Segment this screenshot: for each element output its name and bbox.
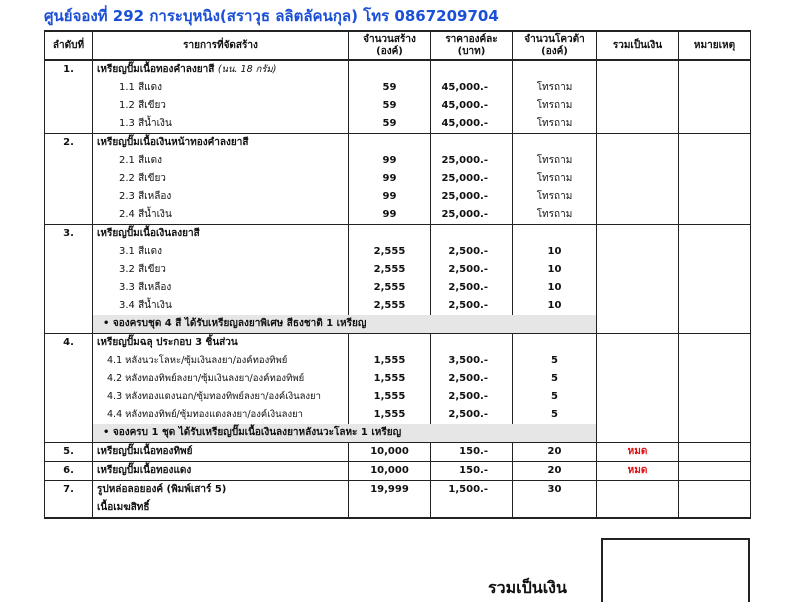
row-2-3-price: 25,000.- [431, 188, 513, 206]
table-row [45, 206, 751, 225]
table-row [45, 279, 751, 297]
col-header-qty [349, 31, 431, 60]
row-3-3-price: 2,500.- [431, 279, 513, 297]
item-7-second-row [45, 499, 751, 518]
item-6-title: เหรียญปั๊มเนื้อทองแดง [93, 462, 349, 481]
col-header-no: ลำดับที่ [45, 31, 93, 60]
row-3-1-qty: 2,555 [349, 243, 431, 261]
item-7-qty: 19,999 [349, 481, 431, 500]
row-1-2-quota: โทรถาม [513, 97, 597, 115]
row-3-2-quota: 10 [513, 261, 597, 279]
table-header-row [45, 31, 751, 60]
group-3-title: เหรียญปั๊มเนื้อเงินลงยาสี [93, 225, 349, 244]
row-2-4-label: 2.4 สีน้ำเงิน [93, 206, 349, 225]
row-4-1-price: 3,500.- [431, 352, 513, 370]
table-row [45, 115, 751, 134]
row-1-1-quota: โทรถาม [513, 79, 597, 97]
col-header-qty-line1: จำนวนสร้าง [363, 33, 416, 45]
grand-total-label: รวมเป็นเงิน [488, 578, 567, 597]
row-1-2-label: 1.2 สีเขียว [93, 97, 349, 115]
row-1-2-qty: 59 [349, 97, 431, 115]
col-header-quota [513, 31, 597, 60]
table-row [45, 188, 751, 206]
table-row [45, 243, 751, 261]
row-3-1-price: 2,500.- [431, 243, 513, 261]
item-7-row [45, 481, 751, 500]
table-row [45, 352, 751, 370]
group-4-note-row [45, 424, 751, 443]
row-4-2-price: 2,500.- [431, 370, 513, 388]
row-2-3-qty: 99 [349, 188, 431, 206]
group-2-number: 2. [45, 134, 93, 153]
row-1-3-qty: 59 [349, 115, 431, 134]
row-4-1-label: 4.1 หลังนวะโลหะ/ซุ้มเงินลงยา/องค์ทองทิพย์ [93, 352, 349, 370]
item-6-row [45, 462, 751, 481]
row-3-2-price: 2,500.- [431, 261, 513, 279]
row-3-4-qty: 2,555 [349, 297, 431, 315]
row-4-1-qty: 1,555 [349, 352, 431, 370]
group-1-title-row [45, 60, 751, 79]
col-header-total: รวมเป็นเงิน [597, 31, 679, 60]
row-3-3-qty: 2,555 [349, 279, 431, 297]
group-3-note: • จองครบชุด 4 สี ได้รับเหรียญลงยาพิเศษ สีธงชาติ 1 เหรียญ [93, 315, 597, 334]
row-3-1-label: 3.1 สีแดง [93, 243, 349, 261]
row-3-3-quota: 10 [513, 279, 597, 297]
row-2-1-qty: 99 [349, 152, 431, 170]
row-2-4-qty: 99 [349, 206, 431, 225]
row-3-4-quota: 10 [513, 297, 597, 315]
row-4-3-quota: 5 [513, 388, 597, 406]
table-row [45, 297, 751, 315]
row-2-1-label: 2.1 สีแดง [93, 152, 349, 170]
group-3-number: 3. [45, 225, 93, 244]
row-4-2-label: 4.2 หลังทองทิพย์ลงยา/ซุ้มเงินลงยา/องค์ทองทิพย์ [93, 370, 349, 388]
group-4-title: เหรียญปั๊มฉลุ ประกอบ 3 ชิ้นส่วน [93, 334, 349, 353]
group-1-weight-note: (นน. 18 กรัม) [217, 64, 277, 75]
row-1-1-qty: 59 [349, 79, 431, 97]
row-4-3-label: 4.3 หลังทองแดงนอก/ซุ้มทองทิพย์ลงยา/องค์เงินลงยา [93, 388, 349, 406]
table-row [45, 79, 751, 97]
item-5-price: 150.- [431, 443, 513, 462]
item-7-number: 7. [45, 481, 93, 500]
group-4-title-row [45, 334, 751, 353]
table-row [45, 406, 751, 424]
group-3-title-row [45, 225, 751, 244]
row-4-4-label: 4.4 หลังทองทิพย์/ซุ้มทองแดงลงยา/องค์เงินลงยา [93, 406, 349, 424]
row-2-2-price: 25,000.- [431, 170, 513, 188]
item-5-title: เหรียญปั๊มเนื้อทองทิพย์ [93, 443, 349, 462]
col-header-price [431, 31, 513, 60]
item-7-title: รูปหล่อลอยองค์ (พิมพ์เสาร์ 5) [93, 481, 349, 500]
table-row [45, 261, 751, 279]
item-5-soldout: หมด [597, 443, 679, 462]
col-header-item: รายการที่จัดสร้าง [93, 31, 349, 60]
row-3-2-label: 3.2 สีเขียว [93, 261, 349, 279]
row-2-4-price: 25,000.- [431, 206, 513, 225]
row-1-2-price: 45,000.- [431, 97, 513, 115]
row-4-3-price: 2,500.- [431, 388, 513, 406]
row-2-1-quota: โทรถาม [513, 152, 597, 170]
page-header: ศูนย์จองที่ 292 การะบุหนิง(สราวุธ ลลิตลัคนกุล) โทร 0867209704 [44, 7, 499, 25]
order-table [44, 30, 751, 519]
item-5-row [45, 443, 751, 462]
table-row [45, 152, 751, 170]
table-row [45, 370, 751, 388]
table-row [45, 388, 751, 406]
group-4-note: • จองครบ 1 ชุด ได้รับเหรียญปั๊มเนื้อเงินลงยาหลังนวะโลหะ 1 เหรียญ [93, 424, 597, 443]
row-2-2-label: 2.2 สีเขียว [93, 170, 349, 188]
row-1-3-label: 1.3 สีน้ำเงิน [93, 115, 349, 134]
row-1-3-quota: โทรถาม [513, 115, 597, 134]
row-1-1-label: 1.1 สีแดง [93, 79, 349, 97]
item-7-quota: 30 [513, 481, 597, 500]
item-5-number: 5. [45, 443, 93, 462]
row-3-4-price: 2,500.- [431, 297, 513, 315]
col-header-quota-line1: จำนวนโควต้า [524, 33, 585, 45]
group-4-number: 4. [45, 334, 93, 353]
row-3-2-qty: 2,555 [349, 261, 431, 279]
group-2-title: เหรียญปั๊มเนื้อเงินหน้าทองคำลงยาสี [93, 134, 349, 153]
grand-total-box [601, 538, 750, 602]
row-2-2-qty: 99 [349, 170, 431, 188]
item-7-material: เนื้อเมฆสิทธิ์ [93, 499, 349, 518]
item-6-quota: 20 [513, 462, 597, 481]
item-5-quota: 20 [513, 443, 597, 462]
col-header-price-line2: (บาท) [457, 45, 486, 57]
group-2-title-row [45, 134, 751, 153]
row-1-3-price: 45,000.- [431, 115, 513, 134]
row-1-1-price: 45,000.- [431, 79, 513, 97]
col-header-qty-line2: (องค์) [376, 45, 403, 57]
row-4-4-quota: 5 [513, 406, 597, 424]
row-3-3-label: 3.3 สีเหลือง [93, 279, 349, 297]
row-3-4-label: 3.4 สีน้ำเงิน [93, 297, 349, 315]
row-4-3-qty: 1,555 [349, 388, 431, 406]
row-2-1-price: 25,000.- [431, 152, 513, 170]
row-4-2-quota: 5 [513, 370, 597, 388]
row-4-1-quota: 5 [513, 352, 597, 370]
table-row [45, 97, 751, 115]
col-header-quota-line2: (องค์) [541, 45, 568, 57]
row-2-3-quota: โทรถาม [513, 188, 597, 206]
row-2-4-quota: โทรถาม [513, 206, 597, 225]
row-4-2-qty: 1,555 [349, 370, 431, 388]
item-5-qty: 10,000 [349, 443, 431, 462]
group-1-title-text: เหรียญปั๊มเนื้อทองคำลงยาสี [97, 64, 215, 75]
item-6-soldout: หมด [597, 462, 679, 481]
group-3-note-row [45, 315, 751, 334]
item-6-number: 6. [45, 462, 93, 481]
group-1-title [93, 60, 349, 79]
item-6-price: 150.- [431, 462, 513, 481]
col-header-price-line1: ราคาองค์ละ [445, 33, 498, 45]
group-1-number: 1. [45, 60, 93, 79]
row-4-4-price: 2,500.- [431, 406, 513, 424]
row-2-2-quota: โทรถาม [513, 170, 597, 188]
row-3-1-quota: 10 [513, 243, 597, 261]
item-7-price: 1,500.- [431, 481, 513, 500]
col-header-remark: หมายเหตุ [679, 31, 751, 60]
item-6-qty: 10,000 [349, 462, 431, 481]
row-4-4-qty: 1,555 [349, 406, 431, 424]
table-row [45, 170, 751, 188]
row-2-3-label: 2.3 สีเหลือง [93, 188, 349, 206]
